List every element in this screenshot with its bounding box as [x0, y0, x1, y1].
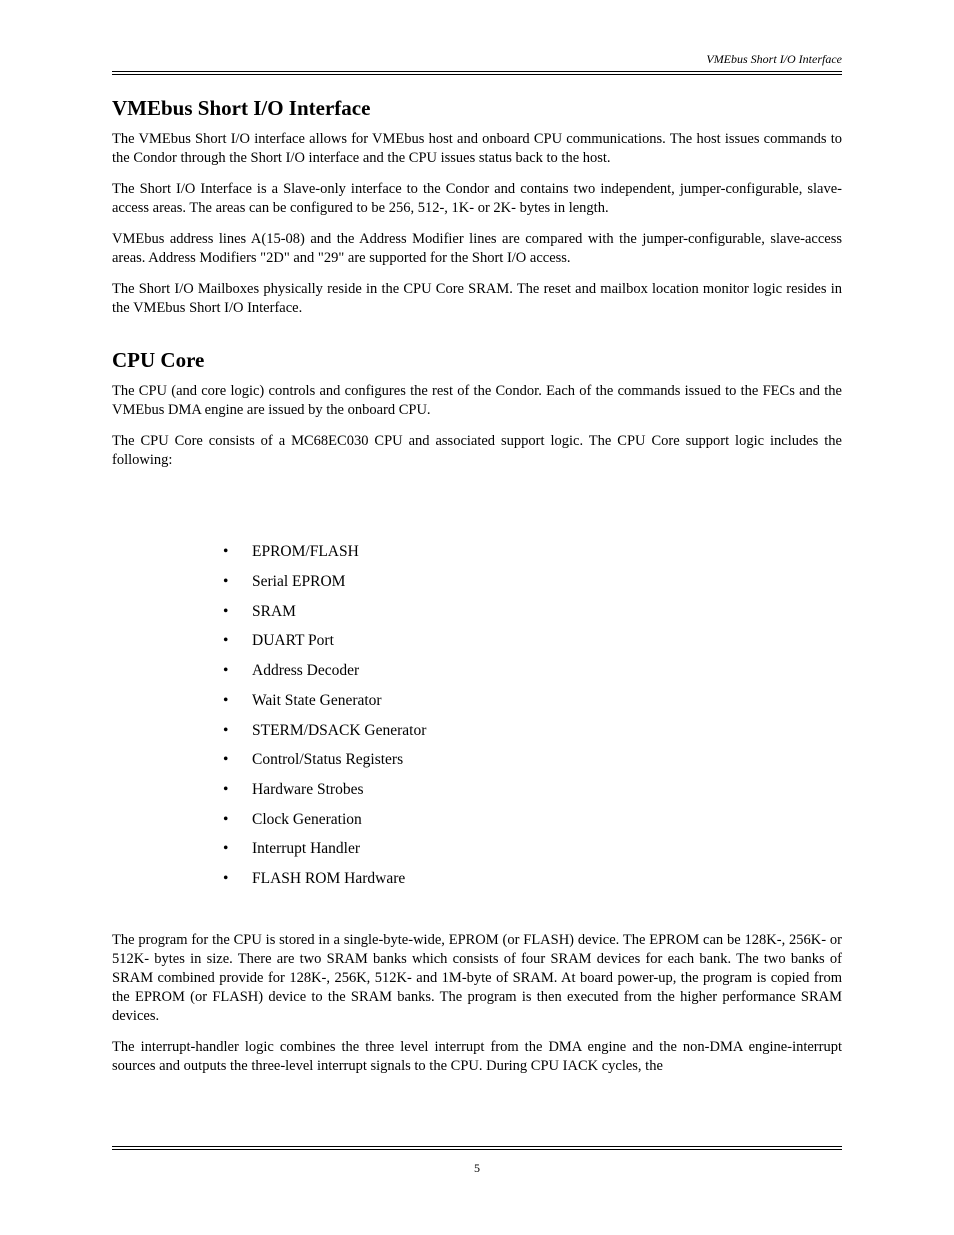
paragraph: The CPU Core consists of a MC68EC030 CPU and associated support logic. The CPU Core support logic includes the following: [112, 433, 842, 469]
list-item-label: Wait State Generator [252, 691, 382, 709]
section-title-cpu-core: CPU Core [112, 348, 205, 373]
list-item [223, 542, 842, 572]
bullet: • [223, 691, 229, 709]
list-item [223, 572, 842, 602]
list-item-label: Serial EPROM [252, 573, 346, 591]
list-item-label: Clock Generation [252, 810, 362, 828]
page-number: 5 [474, 1161, 480, 1175]
bullet: • [223, 632, 229, 650]
list-item [223, 780, 842, 810]
bullet: • [223, 721, 229, 739]
paragraph: The interrupt-handler logic combines the three level interrupt from the DMA engine and the non-DMA engine-interrupt sources and outputs the three-level interrupt signals to the CPU. During CPU IACK cycles, the [112, 1038, 842, 1074]
paragraph: The program for the CPU is stored in a single-byte-wide, EPROM (or FLASH) device. The EPROM can be 128K-, 256K- or 512K- bytes in size. There are two SRAM banks which consists of four SRAM devices for each bank. The two banks of SRAM combined provide for 128K-, 256K, 512K- and 1M-byte of SRAM. At board power-up, the program is copied from the EPROM (or FLASH) device to the SRAM banks. The program is then executed from the higher performance SRAM devices. [112, 931, 842, 1024]
page-content [112, 92, 842, 1076]
list-item [223, 750, 842, 780]
bullet: • [223, 751, 229, 769]
bullet: • [223, 662, 229, 680]
running-header: VMEbus Short I/O Interface [706, 52, 842, 66]
list-item [223, 631, 842, 661]
list-item-label: DUART Port [252, 632, 334, 650]
paragraph: The Short I/O Interface is a Slave-only interface to the Condor and contains two independent, jumper-configurable, slave-access areas. The areas can be configured to be 256, 512-, 1K- or 2K- bytes in length. [112, 181, 842, 217]
paragraph: The Short I/O Mailboxes physically reside in the CPU Core SRAM. The reset and mailbox location monitor logic resides in the VMEbus Short I/O Interface. [112, 281, 842, 317]
bullet: • [223, 543, 229, 561]
bullet: • [223, 573, 229, 591]
bullet: • [223, 780, 229, 798]
list-item [223, 661, 842, 691]
section-title-vmebus: VMEbus Short I/O Interface [112, 96, 371, 120]
paragraph: VMEbus address lines A(15-08) and the Address Modifier lines are compared with the jumper-configurable, slave-access areas. Address Modifiers "2D" and "29" are supported for the Short I/O access. [112, 231, 842, 267]
list-item [223, 721, 842, 751]
list-item-label: Hardware Strobes [252, 780, 364, 798]
bullet: • [223, 869, 229, 887]
list-item [223, 691, 842, 721]
footer-rule [112, 1146, 842, 1150]
bullet: • [223, 810, 229, 828]
list-item-label: FLASH ROM Hardware [252, 869, 406, 887]
bullet: • [223, 840, 229, 858]
paragraph: The CPU (and core logic) controls and configures the rest of the Condor. Each of the commands issued to the FECs and the VMEbus DMA engine are issued by the onboard CPU. [112, 383, 842, 419]
list-item-label: STERM/DSACK Generator [252, 721, 427, 739]
list-item-label: SRAM [252, 602, 296, 620]
list-item-label: Interrupt Handler [252, 840, 361, 858]
support-logic-list [223, 542, 842, 898]
list-item [223, 869, 842, 899]
list-item-label: Address Decoder [252, 662, 360, 680]
list-item-label: EPROM/FLASH [252, 543, 359, 561]
bullet: • [223, 602, 229, 620]
list-item-label: Control/Status Registers [252, 751, 404, 769]
list-item [223, 810, 842, 840]
list-item [223, 602, 842, 632]
list-item [223, 839, 842, 869]
paragraph: The VMEbus Short I/O interface allows for VMEbus host and onboard CPU communications. The host issues commands to the Condor through the Short I/O interface and the CPU issues status back to the host. [112, 131, 842, 167]
header-rule [112, 71, 842, 75]
